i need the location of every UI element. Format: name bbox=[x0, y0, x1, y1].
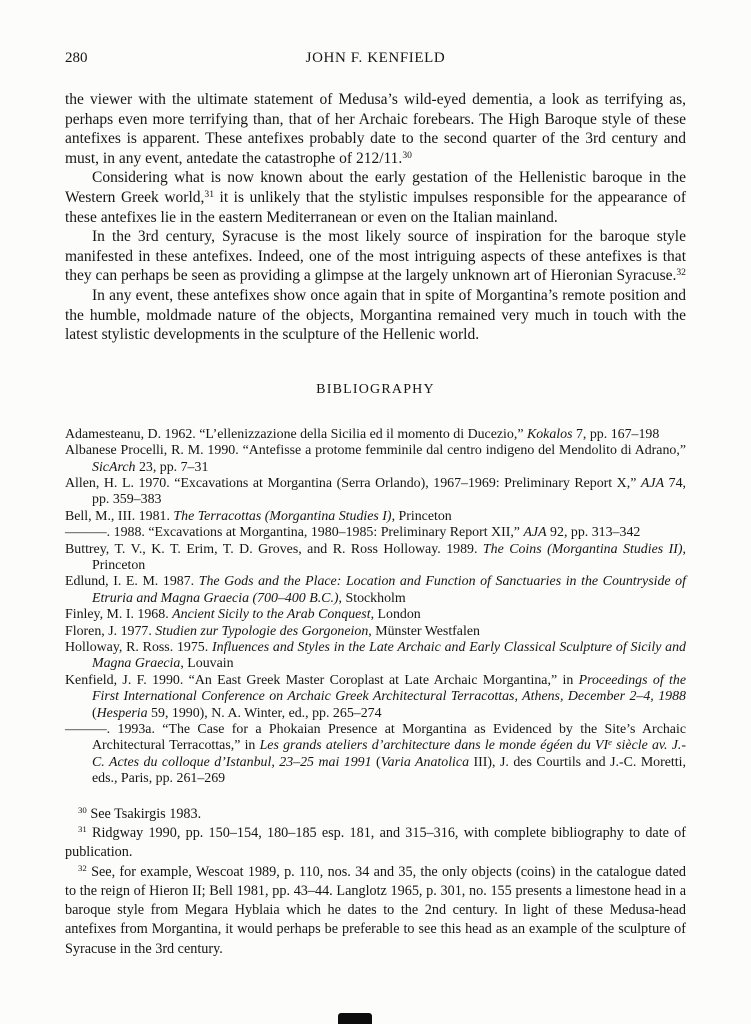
page-number: 280 bbox=[65, 50, 88, 66]
running-head: JOHN F. KENFIELD bbox=[305, 50, 446, 66]
bibliography-entry-10: Holloway, R. Ross. 1975. Influences and Styles in the Late Archaic and Early Classical Sculpture of Sicily and Magna Graecia, Louvain bbox=[65, 640, 686, 672]
bibliography-entry-9: Floren, J. 1977. Studien zur Typologie des Gorgoneion, Münster Westfalen bbox=[65, 623, 480, 639]
page-header bbox=[65, 50, 686, 70]
bibliography-entry-3: Allen, H. L. 1970. “Excavations at Morgantina (Serra Orlando), 1967–1969: Preliminary Report X,” AJA 74, pp. 359–383 bbox=[65, 475, 686, 508]
body-paragraph-2: Considering what is now known about the early gestation of the Hellenistic baroque in the Western Greek world,$^{31}$ it is unlikely that the stylistic impulses responsible for the appearance of these antefixes lie in the eastern Mediterranean or even on the Italian mainland. bbox=[65, 169, 686, 226]
footnote-31: $^{31}$ Ridgway 1990, pp. 150–154, 180–185 esp. 181, and 315–316, with complete bibliography to date of publication. bbox=[65, 824, 686, 861]
footnote-30: $^{30}$ See Tsakirgis 1983. bbox=[78, 804, 202, 822]
body-paragraph-1: the viewer with the ultimate statement of Medusa’s wild-eyed dementia, a look as terrifying as, perhaps even more terrifying than, that of her Archaic forebears. The High Baroque style of these antefixes is apparent. These antefixes probably date to the second quarter of the 3rd century and must, in any event, antedate the catastrophe of 212/11.30 bbox=[65, 91, 686, 167]
bibliography-list bbox=[65, 427, 686, 788]
bibliography-entry-1: Adamesteanu, D. 1962. “L’ellenizzazione della Sicilia ed il momento di Ducezio,” Kokalos 7, pp. 167–198 bbox=[65, 426, 660, 442]
footnote-32: $^{32}$ See, for example, Wescoat 1989, p. 110, nos. 34 and 35, the only objects (coins) in the catalogue dated to the reign of Hieron II; Bell 1981, pp. 43–44. Langlotz 1965, p. 301, no. 155 presents a limestone head in a baroque style from Megara Hyblaia which he dates to the 2nd century. In light of these Medusa-head antefixes from Morgantina, it would perhaps be preferable to see this head as an example of the sculpture of Syracuse in the 3rd century. bbox=[65, 862, 686, 957]
bibliography-entry-5: ———. 1988. “Excavations at Morgantina, 1980–1985: Preliminary Report XII,” AJA 92, pp. 313–342 bbox=[65, 525, 641, 541]
body-paragraph-4: In any event, these antefixes show once again that in spite of Morgantina’s remote position and the humble, moldmade nature of the objects, Morgantina remained very much in touch with the latest stylistic developments in the sculpture of the Hellenic world. bbox=[65, 286, 686, 344]
footnotes-block bbox=[65, 805, 686, 959]
bibliography-entry-7: Edlund, I. E. M. 1987. The Gods and the Place: Location and Function of Sanctuaries in the Countryside of Etruria and Magna Graecia (700–400 B.C.), Stockholm bbox=[65, 574, 686, 606]
text-column bbox=[65, 50, 686, 959]
bibliography-entry-8: Finley, M. I. 1968. Ancient Sicily to the Arab Conquest, London bbox=[65, 607, 421, 623]
body-paragraph-3: In the 3rd century, Syracuse is the most likely source of inspiration for the baroque style manifested in these antefixes. Indeed, one of the most intriguing aspects of these antefixes is that they can perhaps be seen as providing a glimpse at the largely unknown art of Hieronian Syracuse.$^{32}$ bbox=[65, 228, 686, 285]
scan-artifact bbox=[338, 1013, 372, 1024]
bibliography-entry-4: Bell, M., III. 1981. The Terracottas (Morgantina Studies I), Princeton bbox=[65, 508, 452, 524]
bibliography-entry-11: Kenfield, J. F. 1990. “An East Greek Master Coroplast at Late Archaic Morgantina,” in Proceedings of the First International Conference on Archaic Greek Architectural Terracottas, Athens, December 2–4, 1988 (Hesperia 59, 1990), N. A. Winter, ed., pp. 265–274 bbox=[65, 672, 686, 721]
bibliography-entry-12: ———. 1993a. “The Case for a Phokaian Presence at Morgantina as Evidenced by the Site’s Archaic Architectural Terracottas,” in Les grands ateliers d’architecture dans le monde égéen du VIe siècle av. J.-C. Actes du colloque d’Istanbul, 23–25 mai 1991 (Varia Anatolica III), J. des Courtils and J.-C. Moretti, eds., Paris, pp. 261–269 bbox=[65, 722, 686, 787]
bibliography-entry-6: Buttrey, T. V., K. T. Erim, T. D. Groves, and R. Ross Holloway. 1989. The Coins (Morgantina Studies II), Princeton bbox=[65, 541, 686, 573]
bibliography-heading: BIBLIOGRAPHY bbox=[316, 381, 435, 397]
bibliography-entry-2: Albanese Procelli, R. M. 1990. “Antefisse a protome femminile dal centro indigeno del Mendolito di Adrano,” SicArch 23, pp. 7–31 bbox=[65, 443, 686, 475]
